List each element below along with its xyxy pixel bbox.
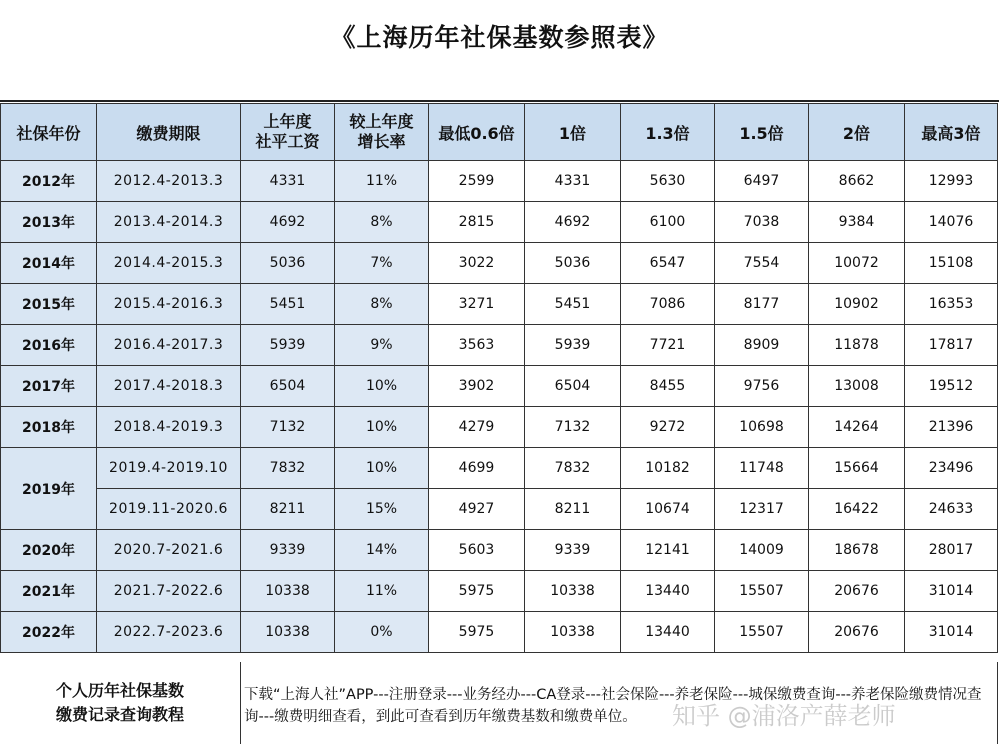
cell-period: 2021.7-2022.6 — [97, 571, 241, 612]
cell-13x: 6547 — [621, 243, 715, 284]
cell-avg-wage: 7832 — [241, 448, 335, 489]
cell-avg-wage: 5451 — [241, 284, 335, 325]
cell-period: 2014.4-2015.3 — [97, 243, 241, 284]
cell-growth-rate: 10% — [335, 448, 429, 489]
cell-15x: 12317 — [715, 489, 809, 530]
cell-1x: 5939 — [525, 325, 621, 366]
cell-13x: 5630 — [621, 161, 715, 202]
cell-2x: 15664 — [809, 448, 905, 489]
cell-min-06: 3271 — [429, 284, 525, 325]
cell-avg-wage: 8211 — [241, 489, 335, 530]
cell-growth-rate: 8% — [335, 202, 429, 243]
cell-13x: 12141 — [621, 530, 715, 571]
cell-min-06: 5975 — [429, 571, 525, 612]
cell-1x: 6504 — [525, 366, 621, 407]
cell-13x: 10674 — [621, 489, 715, 530]
cell-1x: 10338 — [525, 571, 621, 612]
cell-avg-wage: 10338 — [241, 571, 335, 612]
cell-year: 2021年 — [1, 571, 97, 612]
cell-max-3x: 19512 — [905, 366, 998, 407]
table-row — [1, 489, 998, 530]
table-row — [1, 530, 998, 571]
cell-period: 2019.4-2019.10 — [97, 448, 241, 489]
cell-growth-rate: 9% — [335, 325, 429, 366]
cell-2x: 10902 — [809, 284, 905, 325]
cell-2x: 13008 — [809, 366, 905, 407]
cell-min-06: 2815 — [429, 202, 525, 243]
cell-period: 2012.4-2013.3 — [97, 161, 241, 202]
cell-13x: 6100 — [621, 202, 715, 243]
cell-13x: 9272 — [621, 407, 715, 448]
cell-year: 2015年 — [1, 284, 97, 325]
cell-max-3x: 17817 — [905, 325, 998, 366]
social-security-base-table — [0, 103, 998, 653]
cell-year: 2012年 — [1, 161, 97, 202]
table-row — [1, 325, 998, 366]
cell-growth-rate: 8% — [335, 284, 429, 325]
cell-period: 2016.4-2017.3 — [97, 325, 241, 366]
cell-15x: 15507 — [715, 571, 809, 612]
cell-period: 2013.4-2014.3 — [97, 202, 241, 243]
cell-growth-rate: 11% — [335, 161, 429, 202]
table-row — [1, 448, 998, 489]
cell-avg-wage: 10338 — [241, 612, 335, 653]
cell-2x: 20676 — [809, 612, 905, 653]
cell-15x: 11748 — [715, 448, 809, 489]
cell-13x: 8455 — [621, 366, 715, 407]
cell-growth-rate: 14% — [335, 530, 429, 571]
header-avg-wage-line1: 上年度 — [263, 112, 312, 131]
cell-avg-wage: 7132 — [241, 407, 335, 448]
cell-period: 2017.4-2018.3 — [97, 366, 241, 407]
cell-avg-wage: 6504 — [241, 366, 335, 407]
footer-label-line1: 个人历年社保基数 — [55, 681, 184, 700]
cell-15x: 7038 — [715, 202, 809, 243]
cell-15x: 14009 — [715, 530, 809, 571]
header-max-3x: 最高3倍 — [905, 104, 998, 161]
cell-1x: 7132 — [525, 407, 621, 448]
cell-min-06: 5603 — [429, 530, 525, 571]
header-2x: 2倍 — [809, 104, 905, 161]
cell-max-3x: 28017 — [905, 530, 998, 571]
table-row — [1, 202, 998, 243]
cell-1x: 4692 — [525, 202, 621, 243]
cell-13x: 13440 — [621, 571, 715, 612]
top-divider — [0, 100, 999, 102]
cell-2x: 10072 — [809, 243, 905, 284]
table-row — [1, 407, 998, 448]
cell-13x: 13440 — [621, 612, 715, 653]
cell-avg-wage: 4692 — [241, 202, 335, 243]
cell-2x: 11878 — [809, 325, 905, 366]
cell-year: 2019年 — [1, 448, 97, 530]
cell-year: 2018年 — [1, 407, 97, 448]
cell-period: 2015.4-2016.3 — [97, 284, 241, 325]
cell-2x: 16422 — [809, 489, 905, 530]
cell-max-3x: 31014 — [905, 612, 998, 653]
cell-period: 2018.4-2019.3 — [97, 407, 241, 448]
cell-min-06: 3022 — [429, 243, 525, 284]
cell-growth-rate: 15% — [335, 489, 429, 530]
cell-1x: 5036 — [525, 243, 621, 284]
cell-15x: 8177 — [715, 284, 809, 325]
header-1x: 1倍 — [525, 104, 621, 161]
table-row — [1, 284, 998, 325]
cell-15x: 9756 — [715, 366, 809, 407]
cell-2x: 20676 — [809, 571, 905, 612]
cell-growth-rate: 11% — [335, 571, 429, 612]
cell-min-06: 2599 — [429, 161, 525, 202]
cell-2x: 14264 — [809, 407, 905, 448]
watermark: 知乎 @浦洛产薛老师 — [672, 702, 896, 730]
cell-15x: 15507 — [715, 612, 809, 653]
header-min-06: 最低0.6倍 — [429, 104, 525, 161]
header-avg-wage — [241, 104, 335, 161]
table-row — [1, 612, 998, 653]
header-15x: 1.5倍 — [715, 104, 809, 161]
header-growth-line2: 增长率 — [357, 132, 406, 151]
header-year: 社保年份 — [1, 104, 97, 161]
cell-growth-rate: 10% — [335, 366, 429, 407]
cell-15x: 6497 — [715, 161, 809, 202]
cell-max-3x: 15108 — [905, 243, 998, 284]
cell-growth-rate: 0% — [335, 612, 429, 653]
cell-15x: 10698 — [715, 407, 809, 448]
cell-avg-wage: 5036 — [241, 243, 335, 284]
footer-label-line2: 缴费记录查询教程 — [55, 705, 184, 724]
cell-max-3x: 14076 — [905, 202, 998, 243]
cell-15x: 8909 — [715, 325, 809, 366]
cell-max-3x: 21396 — [905, 407, 998, 448]
table-row — [1, 161, 998, 202]
header-13x: 1.3倍 — [621, 104, 715, 161]
table-row — [1, 243, 998, 284]
cell-2x: 8662 — [809, 161, 905, 202]
cell-min-06: 4279 — [429, 407, 525, 448]
cell-max-3x: 16353 — [905, 284, 998, 325]
cell-max-3x: 24633 — [905, 489, 998, 530]
cell-1x: 9339 — [525, 530, 621, 571]
cell-13x: 7086 — [621, 284, 715, 325]
footer-instructions: 下载“上海人社”APP---注册登录---业务经办---CA登录---社会保险---养老保险---城保缴费查询---养老保险缴费情况查询---缴费明细查看，到此可查看到历年缴费基数和缴费单位。 — [244, 687, 982, 725]
cell-2x: 18678 — [809, 530, 905, 571]
cell-year: 2013年 — [1, 202, 97, 243]
cell-avg-wage: 5939 — [241, 325, 335, 366]
cell-1x: 10338 — [525, 612, 621, 653]
cell-min-06: 5975 — [429, 612, 525, 653]
cell-year: 2020年 — [1, 530, 97, 571]
header-avg-wage-line2: 社平工资 — [255, 132, 320, 151]
cell-avg-wage: 4331 — [241, 161, 335, 202]
cell-year: 2022年 — [1, 612, 97, 653]
cell-min-06: 4927 — [429, 489, 525, 530]
cell-year: 2017年 — [1, 366, 97, 407]
header-period: 缴费期限 — [97, 104, 241, 161]
cell-max-3x: 31014 — [905, 571, 998, 612]
cell-1x: 4331 — [525, 161, 621, 202]
cell-1x: 8211 — [525, 489, 621, 530]
table-row — [1, 366, 998, 407]
cell-13x: 10182 — [621, 448, 715, 489]
cell-growth-rate: 10% — [335, 407, 429, 448]
cell-avg-wage: 9339 — [241, 530, 335, 571]
cell-min-06: 3563 — [429, 325, 525, 366]
cell-2x: 9384 — [809, 202, 905, 243]
cell-13x: 7721 — [621, 325, 715, 366]
table-row — [1, 571, 998, 612]
page-title: 《上海历年社保基数参照表》 — [330, 23, 669, 52]
cell-15x: 7554 — [715, 243, 809, 284]
cell-year: 2016年 — [1, 325, 97, 366]
cell-1x: 5451 — [525, 284, 621, 325]
cell-max-3x: 12993 — [905, 161, 998, 202]
cell-1x: 7832 — [525, 448, 621, 489]
table-header-row — [1, 104, 998, 161]
header-growth-line1: 较上年度 — [349, 112, 414, 131]
header-growth-rate — [335, 104, 429, 161]
cell-year: 2014年 — [1, 243, 97, 284]
cell-max-3x: 23496 — [905, 448, 998, 489]
cell-growth-rate: 7% — [335, 243, 429, 284]
cell-period: 2020.7-2021.6 — [97, 530, 241, 571]
cell-period: 2022.7-2023.6 — [97, 612, 241, 653]
footer-label — [0, 662, 241, 744]
cell-min-06: 3902 — [429, 366, 525, 407]
cell-period: 2019.11-2020.6 — [97, 489, 241, 530]
cell-min-06: 4699 — [429, 448, 525, 489]
